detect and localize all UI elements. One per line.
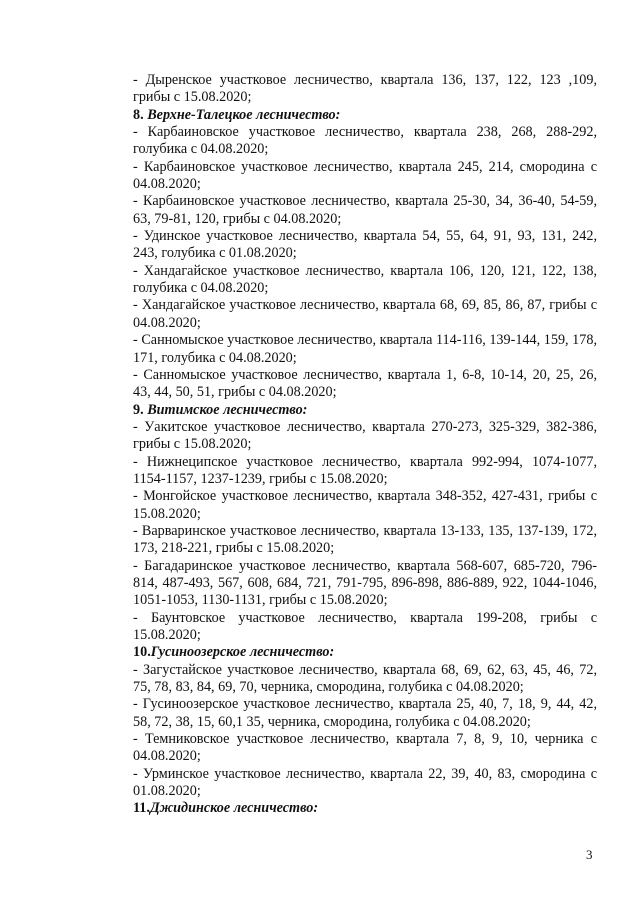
section-number: 9. — [133, 401, 148, 418]
list-item: - Хандагайское участковое лесничество, квартала 106, 120, 121, 122, 138, голубика с 04.08.2020; — [133, 262, 597, 297]
list-item: - Урминское участковое лесничество, квартала 22, 39, 40, 83, смородина с 01.08.2020; — [133, 765, 597, 800]
section-heading — [133, 107, 597, 124]
list-item: - Санномыское участковое лесничество, квартала 114-116, 139-144, 159, 178, 171, голубика с 04.08.2020; — [133, 332, 597, 366]
list-item: - Нижнеципское участковое лесничество, квартала 992-994, 1074-1077, 1154-1157, 1237-1239, грибы с 15.08.2020; — [133, 453, 597, 487]
list-item: - Хандагайское участковое лесничество, квартала 68, 69, 85, 86, 87, грибы с 04.08.2020; — [133, 297, 597, 331]
section-title: Гусиноозерское лесничество: — [150, 644, 335, 661]
section-number: 11. — [133, 800, 150, 817]
section-heading — [133, 644, 597, 661]
page-number: 3 — [586, 847, 593, 862]
section-heading — [133, 800, 597, 817]
section-title: Джидинское лесничество: — [149, 800, 319, 817]
section-number: 10. — [133, 644, 151, 661]
section-number: 8. — [133, 106, 148, 123]
section-title: Верхне-Талецкое лесничество: — [147, 106, 341, 123]
list-item: - Удинское участковое лесничество, квартала 54, 55, 64, 91, 93, 131, 242, 243, голубика с 01.08.2020; — [133, 228, 597, 262]
list-item: - Загустайское участковое лесничество, квартала 68, 69, 62, 63, 45, 46, 72, 75, 78, 83, 84, 69, 70, черника, смородина, голубика с 04.08.2020; — [133, 661, 597, 696]
section-heading — [133, 402, 597, 419]
list-item: - Баунтовское участковое лесничество, квартала 199-208, грибы с 15.08.2020; — [133, 609, 597, 643]
section-title: Витимское лесничество: — [147, 401, 308, 418]
list-item: - Монгойское участковое лесничество, квартала 348-352, 427-431, грибы с 15.08.2020; — [133, 488, 597, 522]
list-item: - Багадаринское участковое лесничество, квартала 568-607, 685-720, 796-814, 487-493, 567, 608, 684, 721, 791-795, 896-898, 886-889, 922, 1044-1046, 1051-1053, 1130-1131, грибы с 15.08.2020; — [133, 557, 597, 609]
list-item: - Карбаиновское участковое лесничество, квартала 245, 214, смородина с 04.08.2020; — [133, 158, 597, 193]
list-item: - Карбаиновское участковое лесничество, квартала 238, 268, 288-292, голубика с 04.08.2020; — [133, 124, 597, 158]
document-body — [133, 72, 597, 818]
list-item: - Варваринское участковое лесничество, квартала 13-133, 135, 137-139, 172, 173, 218-221, грибы с 15.08.2020; — [133, 522, 597, 557]
list-item: - Гусиноозерское участковое лесничество, квартала 25, 40, 7, 18, 9, 44, 42, 58, 72, 38, 15, 60,1 35, черника, смородина, голубика с 04.08.2020; — [133, 696, 597, 730]
list-item: - Уакитское участковое лесничество, квартала 270-273, 325-329, 382-386, грибы с 15.08.2020; — [133, 418, 597, 453]
list-item: - Дыренское участковое лесничество, квартала 136, 137, 122, 123 ,109, грибы с 15.08.2020; — [133, 72, 597, 106]
list-item: - Карбаиновское участковое лесничество, квартала 25-30, 34, 36-40, 54-59, 63, 79-81, 120, грибы с 04.08.2020; — [133, 193, 597, 227]
list-item: - Санномыское участковое лесничество, квартала 1, 6-8, 10-14, 20, 25, 26, 43, 44, 50, 51, грибы с 04.08.2020; — [133, 366, 597, 401]
list-item: - Темниковское участковое лесничество, квартала 7, 8, 9, 10, черника с 04.08.2020; — [133, 731, 597, 765]
